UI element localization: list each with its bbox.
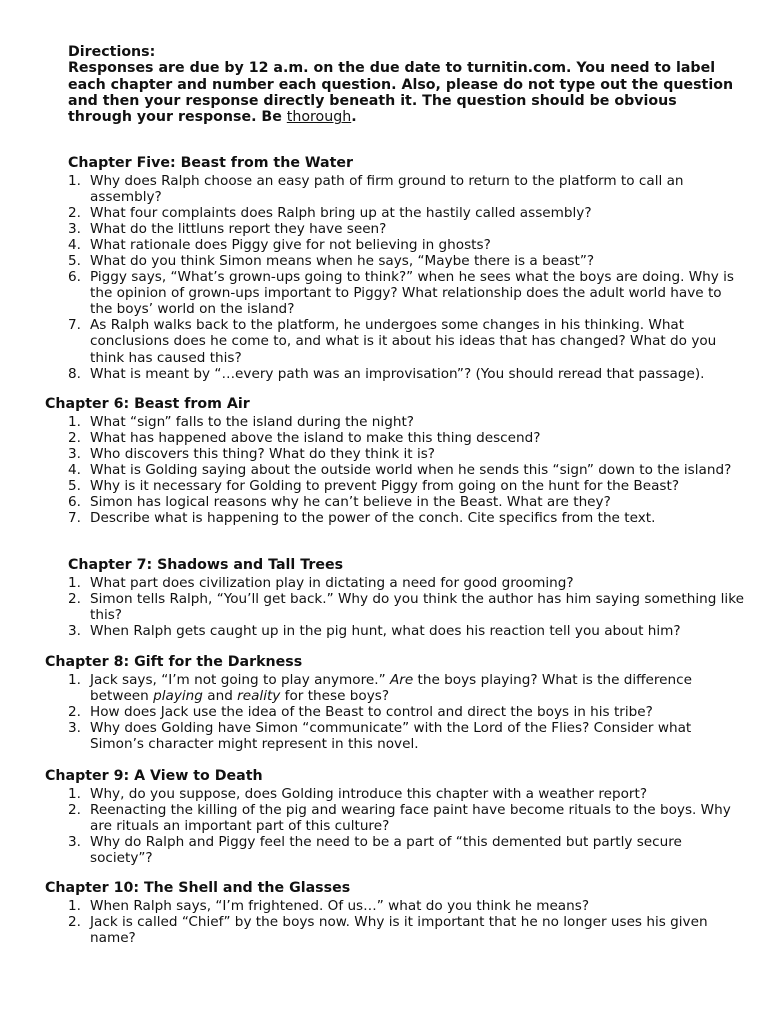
question-text: Why is it necessary for Golding to prevent Piggy from going on the hunt for the Beast?	[90, 477, 680, 494]
chapter-6-questions	[45, 414, 745, 527]
list-item	[45, 237, 745, 253]
chapter-10-title: Chapter 10: The Shell and the Glasses	[45, 880, 351, 896]
list-item	[45, 221, 745, 237]
question-text: What has happened above the island to make this thing descend?	[90, 429, 541, 446]
item-number: 2.	[68, 204, 81, 221]
item-number: 6.	[68, 269, 81, 286]
question-text: What is meant by “…every path was an improvisation”? (You should reread that passage).	[90, 365, 705, 382]
chapter-9-title: Chapter 9: A View to Death	[45, 768, 263, 784]
list-item	[45, 205, 745, 221]
item-number: 2.	[68, 429, 81, 446]
question-text: reality	[237, 687, 281, 704]
directions-heading: Directions:	[68, 44, 156, 60]
question-text: Jack is called “Chief” by the boys now. Why is it important that he no longer uses his given name?	[90, 913, 708, 946]
item-number: 8.	[68, 365, 81, 382]
item-number: 5.	[68, 477, 81, 494]
item-number: 3.	[68, 622, 81, 639]
item-number: 2.	[68, 590, 81, 607]
list-item	[45, 173, 745, 205]
question-text: the boys playing? What is the difference between	[90, 671, 692, 704]
directions-underlined-word: thorough	[286, 109, 352, 126]
question-text: and	[202, 687, 238, 704]
list-item	[45, 623, 745, 639]
item-number: 2.	[68, 801, 81, 818]
item-number: 1.	[68, 671, 81, 688]
question-text: for these boys?	[280, 687, 390, 704]
question-text: When Ralph gets caught up in the pig hunt, what does his reaction tell you about him?	[90, 622, 681, 639]
chapter-10-questions	[45, 898, 745, 946]
item-number: 5.	[68, 252, 81, 269]
list-item	[45, 720, 745, 752]
chapter-8-section	[45, 654, 745, 752]
question-text: Reenacting the killing of the pig and wearing face paint have become rituals to the boys. Why are rituals an important part of this culture?	[90, 801, 731, 834]
question-text: What “sign” falls to the island during the night?	[90, 413, 414, 430]
item-number: 3.	[68, 719, 81, 736]
chapter-7-questions	[45, 575, 745, 639]
question-text: What four complaints does Ralph bring up at the hastily called assembly?	[90, 204, 592, 221]
list-item	[45, 575, 745, 591]
question-text: Are	[389, 671, 414, 688]
chapter-8-questions	[45, 672, 745, 752]
question-text: What part does civilization play in dictating a need for good grooming?	[90, 574, 574, 591]
question-text: Simon tells Ralph, “You’ll get back.” Why do you think the author has him saying something like this?	[90, 590, 744, 623]
list-item	[45, 253, 745, 269]
question-text: Describe what is happening to the power of the conch. Cite specifics from the text.	[90, 510, 656, 527]
item-number: 3.	[68, 220, 81, 237]
chapter-10-section	[45, 880, 745, 946]
chapter-five-section	[45, 155, 745, 382]
directions-block	[68, 44, 738, 125]
item-number: 4.	[68, 461, 81, 478]
question-text: Why do Ralph and Piggy feel the need to be a part of “this demented but partly secure society”?	[90, 833, 682, 866]
item-number: 1.	[68, 897, 81, 914]
list-item	[45, 591, 745, 623]
question-text: Why, do you suppose, does Golding introduce this chapter with a weather report?	[90, 785, 648, 802]
item-number: 3.	[68, 833, 81, 850]
question-text: What is Golding saying about the outside world when he sends this “sign” down to the island?	[90, 461, 732, 478]
question-text: Jack says, “I’m not going to play anymore.”	[90, 671, 390, 688]
list-item	[45, 462, 745, 478]
question-text: Piggy says, “What’s grown-ups going to think?” when he sees what the boys are doing. Why is the opinion of grown-ups important to Piggy? What relationship does the adult world have to the boys’ world on the island?	[90, 269, 735, 318]
item-number: 1.	[68, 413, 81, 430]
item-number: 2.	[68, 703, 81, 720]
item-number: 1.	[68, 785, 81, 802]
list-item	[45, 834, 745, 866]
question-text: Why does Ralph choose an easy path of firm ground to return to the platform to call an assembly?	[90, 172, 684, 205]
item-number: 6.	[68, 493, 81, 510]
question-text: playing	[153, 687, 203, 704]
list-item	[45, 802, 745, 834]
chapter-five-questions	[45, 173, 745, 382]
chapter-9-section	[45, 768, 745, 866]
list-item	[45, 430, 745, 446]
question-text: How does Jack use the idea of the Beast to control and direct the boys in his tribe?	[90, 703, 653, 720]
item-number: 2.	[68, 913, 81, 930]
question-text: As Ralph walks back to the platform, he undergoes some changes in his thinking. What conclusions does he come to, and what is it about his ideas that has changed? What do you think has caused this?	[90, 317, 717, 366]
question-text: Why does Golding have Simon “communicate” with the Lord of the Flies? Consider what Simon’s character might represent in this novel.	[90, 719, 692, 752]
chapter-6-section	[45, 396, 745, 526]
chapter-8-title: Chapter 8: Gift for the Darkness	[45, 654, 303, 670]
list-item	[45, 704, 745, 720]
question-text: When Ralph says, “I’m frightened. Of us…” what do you think he means?	[90, 897, 590, 914]
question-text: What rationale does Piggy give for not believing in ghosts?	[90, 236, 491, 253]
list-item	[45, 414, 745, 430]
chapter-7-section	[45, 557, 745, 639]
item-number: 1.	[68, 172, 81, 189]
directions-text: Responses are due by 12 a.m. on the due date to turnitin.com. You need to label each chapter and number each question. Also, please do not type out the question and then your response directly beneath it. The question should be obvious through your response. Be thorough.	[68, 60, 734, 126]
list-item	[45, 898, 745, 914]
item-number: 7.	[68, 317, 81, 334]
list-item	[45, 786, 745, 802]
list-item	[45, 478, 745, 494]
chapter-7-title: Chapter 7: Shadows and Tall Trees	[68, 557, 344, 573]
list-item	[45, 269, 745, 317]
list-item	[45, 317, 745, 365]
question-text: Who discovers this thing? What do they think it is?	[90, 445, 436, 462]
list-item	[45, 914, 745, 946]
list-item	[45, 672, 745, 704]
list-item	[45, 366, 745, 382]
chapter-9-questions	[45, 786, 745, 866]
item-number: 7.	[68, 510, 81, 527]
item-number: 3.	[68, 445, 81, 462]
item-number: 4.	[68, 236, 81, 253]
item-number: 1.	[68, 574, 81, 591]
question-text: Simon has logical reasons why he can’t believe in the Beast. What are they?	[90, 493, 611, 510]
list-item	[45, 510, 745, 526]
question-text: What do the littluns report they have seen?	[90, 220, 387, 237]
list-item	[45, 494, 745, 510]
chapter-6-title: Chapter 6: Beast from Air	[45, 396, 250, 412]
chapter-five-title: Chapter Five: Beast from the Water	[68, 155, 353, 171]
question-text: What do you think Simon means when he says, “Maybe there is a beast”?	[90, 252, 595, 269]
list-item	[45, 446, 745, 462]
